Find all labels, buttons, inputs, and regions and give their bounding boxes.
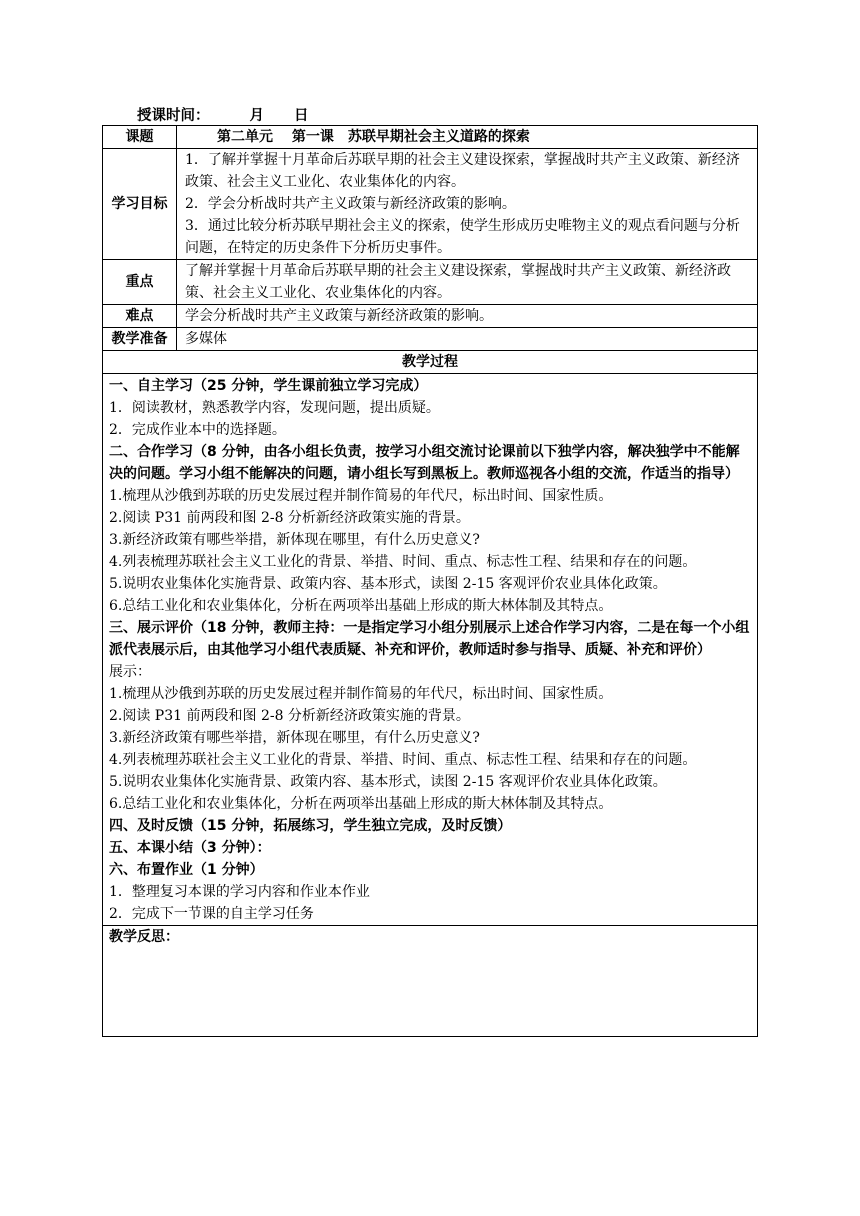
lesson-plan-table bbox=[102, 125, 758, 1037]
process-line: 1．整理复习本课的学习内容和作业本作业 bbox=[109, 884, 370, 900]
process-line: 六、布置作业（1 分钟） bbox=[109, 862, 264, 878]
day-label: 日 bbox=[294, 108, 309, 124]
goals-cell bbox=[177, 149, 758, 260]
goals-label: 学习目标 bbox=[103, 149, 177, 260]
key-point-label: 重点 bbox=[103, 260, 177, 305]
goal-item: 2．学会分析战时共产主义政策与新经济政策的影响。 bbox=[185, 196, 516, 212]
process-line: 3.新经济政策有哪些举措，新体现在哪里，有什么历史意义? bbox=[109, 730, 480, 746]
difficulty-row bbox=[103, 305, 758, 328]
process-line: 2．完成下一节课的自主学习任务 bbox=[109, 906, 314, 922]
process-line: 五、本课小结（3 分钟）： bbox=[109, 840, 271, 856]
goals-row bbox=[103, 149, 758, 260]
reflection-cell bbox=[103, 926, 758, 1037]
process-line: 4.列表梳理苏联社会主义工业化的背景、举措、时间、重点、标志性工程、结果和存在的问题。 bbox=[109, 752, 697, 768]
process-line: 1.梳理从沙俄到苏联的历史发展过程并制作简易的年代尺，标出时间、国家性质。 bbox=[109, 488, 613, 504]
month-label: 月 bbox=[249, 108, 264, 124]
reflection-row bbox=[103, 926, 758, 1037]
difficulty-value: 学会分析战时共产主义政策与新经济政策的影响。 bbox=[177, 305, 758, 328]
lesson-time-line bbox=[137, 104, 309, 125]
process-line: 2．完成作业本中的选择题。 bbox=[109, 422, 286, 438]
process-line: 5.说明农业集体化实施背景、政策内容、基本形式，读图 2-15 客观评价农业具体化政策。 bbox=[109, 576, 667, 592]
process-title: 教学过程 bbox=[103, 351, 758, 374]
key-point-value: 了解并掌握十月革命后苏联早期的社会主义建设探索，掌握战时共产主义政策、新经济政策、社会主义工业化、农业集体化的内容。 bbox=[177, 260, 758, 305]
goal-item: 3．通过比较分析苏联早期社会主义的探索，使学生形成历史唯物主义的观点看问题与分析问题，在特定的历史条件下分析历史事件。 bbox=[185, 218, 740, 256]
prep-label: 教学准备 bbox=[103, 328, 177, 351]
topic-row bbox=[103, 126, 758, 149]
difficulty-label: 难点 bbox=[103, 305, 177, 328]
goal-item: 1．了解并掌握十月革命后苏联早期的社会主义建设探索，掌握战时共产主义政策、新经济政策、社会主义工业化、农业集体化的内容。 bbox=[185, 152, 740, 190]
process-line: 5.说明农业集体化实施背景、政策内容、基本形式，读图 2-15 客观评价农业具体化政策。 bbox=[109, 774, 667, 790]
process-line: 6.总结工业化和农业集体化，分析在两项举出基础上形成的斯大林体制及其特点。 bbox=[109, 598, 613, 614]
process-line: 2.阅读 P31 前两段和图 2-8 分析新经济政策实施的背景。 bbox=[109, 510, 470, 526]
prep-row bbox=[103, 328, 758, 351]
topic-label: 课题 bbox=[103, 126, 177, 149]
time-label: 授课时间： bbox=[137, 108, 210, 124]
prep-value: 多媒体 bbox=[177, 328, 758, 351]
process-line: 四、及时反馈（15 分钟，拓展练习，学生独立完成，及时反馈） bbox=[109, 818, 512, 834]
process-cell bbox=[103, 374, 758, 926]
process-line: 6.总结工业化和农业集体化，分析在两项举出基础上形成的斯大林体制及其特点。 bbox=[109, 796, 613, 812]
process-line: 二、合作学习（8 分钟，由各小组长负责，按学习小组交流讨论课前以下独学内容，解决独学中不能解决的问题。学习小组不能解决的问题，请小组长写到黑板上。教师巡视各小组的交流，作适当的指导） bbox=[109, 444, 740, 482]
process-line: 一、自主学习（25 分钟，学生课前独立学习完成） bbox=[109, 378, 428, 394]
process-line: 展示： bbox=[109, 664, 151, 680]
process-line: 1．阅读教材，熟悉教学内容，发现问题，提出质疑。 bbox=[109, 400, 440, 416]
topic-value: 第二单元 第一课 苏联早期社会主义道路的探索 bbox=[177, 126, 758, 149]
process-title-row bbox=[103, 351, 758, 374]
reflection-label: 教学反思： bbox=[109, 929, 179, 945]
key-point-row bbox=[103, 260, 758, 305]
process-line: 4.列表梳理苏联社会主义工业化的背景、举措、时间、重点、标志性工程、结果和存在的问题。 bbox=[109, 554, 697, 570]
process-line: 三、展示评价（18 分钟，教师主持：一是指定学习小组分别展示上述合作学习内容，二是在每一个小组派代表展示后，由其他学习小组代表质疑、补充和评价，教师适时参与指导、质疑、补充和评价） bbox=[109, 620, 750, 658]
process-line: 1.梳理从沙俄到苏联的历史发展过程并制作简易的年代尺，标出时间、国家性质。 bbox=[109, 686, 613, 702]
process-line: 2.阅读 P31 前两段和图 2-8 分析新经济政策实施的背景。 bbox=[109, 708, 470, 724]
process-line: 3.新经济政策有哪些举措，新体现在哪里，有什么历史意义? bbox=[109, 532, 480, 548]
process-row bbox=[103, 374, 758, 926]
